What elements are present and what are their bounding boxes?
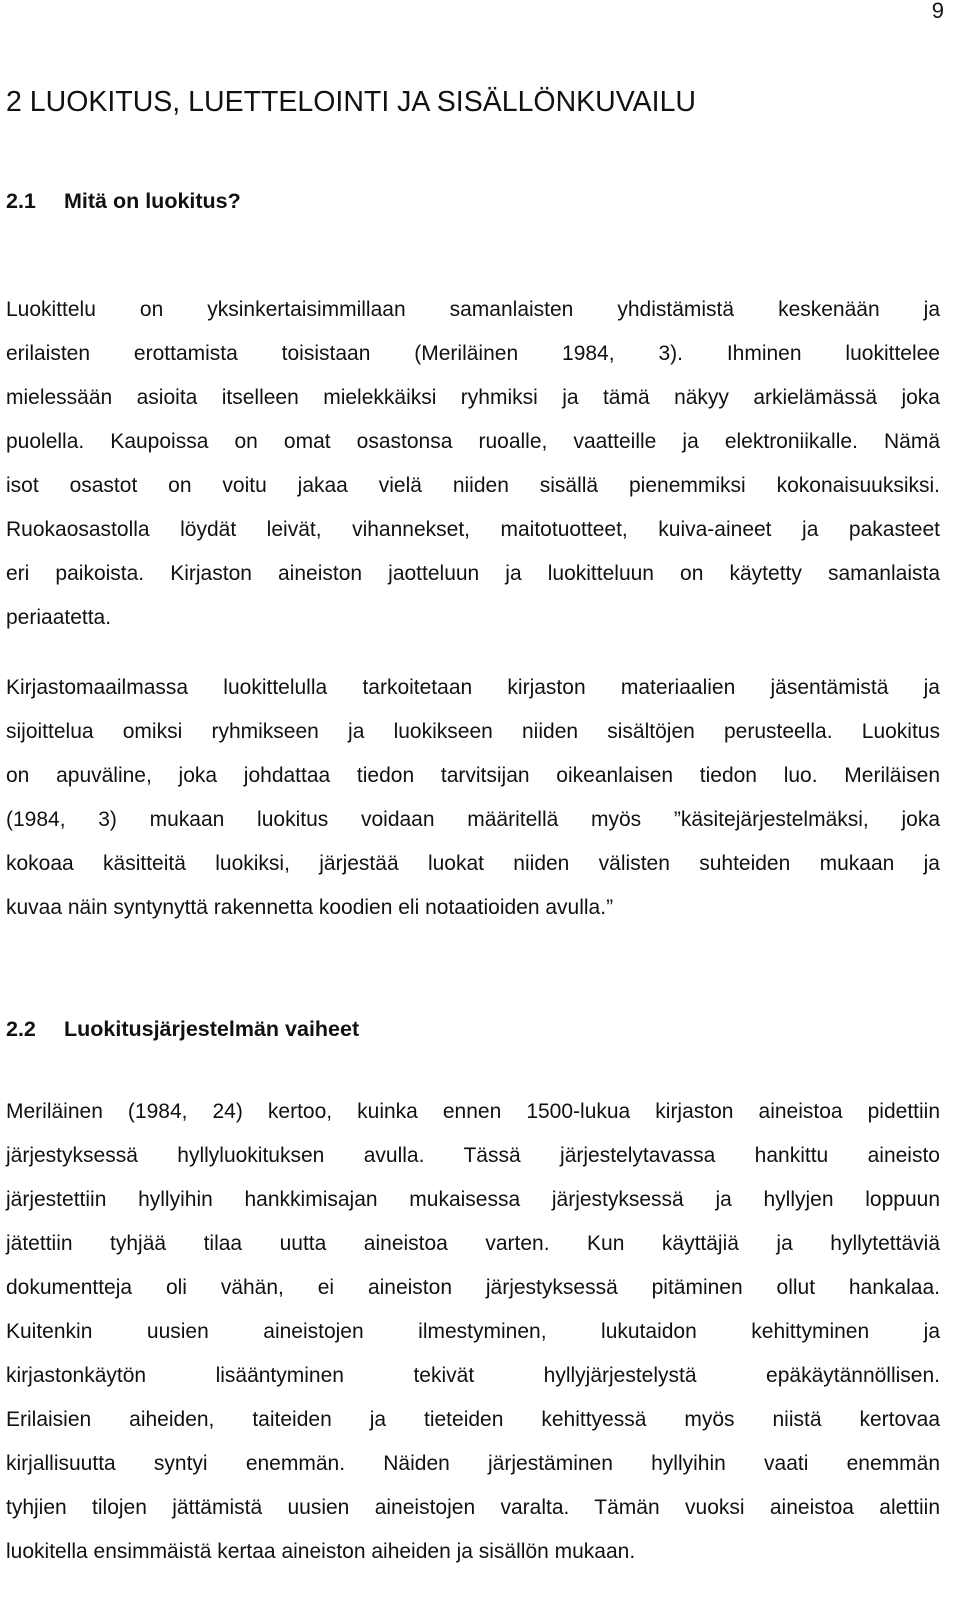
text-line: isot osastot on voitu jakaa vielä niiden sisällä pienemmiksi kokonaisuuksiksi. (6, 474, 940, 497)
paragraph-2-2-a (6, 1090, 940, 1574)
text-line: (1984, 3) mukaan luokitus voidaan määritellä myös ”käsitejärjestelmäksi, joka (6, 808, 940, 831)
text-line: mielessään asioita itselleen mielekkäiksi ryhmiksi ja tämä näkyy arkielämässä joka (6, 386, 940, 409)
text-line: järjestyksessä hyllyluokituksen avulla. Tässä järjestelytavassa hankittu aineisto (6, 1144, 940, 1167)
text-line: on apuväline, joka johdattaa tiedon tarvitsijan oikeanlaisen tiedon luo. Meriläisen (6, 764, 940, 787)
text-line: Meriläinen (1984, 24) kertoo, kuinka ennen 1500-lukua kirjaston aineistoa pidettiin (6, 1100, 940, 1123)
section-title: Mitä on luokitus? (64, 189, 241, 213)
text-line: kirjastonkäytön lisääntyminen tekivät hyllyjärjestelystä epäkäytännöllisen. (6, 1364, 940, 1387)
text-line: erilaisten erottamista toisistaan (Meriläinen 1984, 3). Ihminen luokittelee (6, 342, 940, 365)
text-line: Erilaisien aiheiden, taiteiden ja tieteiden kehittyessä myös niistä kertovaa (6, 1408, 940, 1431)
section-number: 2.2 (6, 1017, 36, 1041)
paragraph-2-1-a (6, 288, 940, 640)
text-line: Kirjastomaailmassa luokittelulla tarkoitetaan kirjaston materiaalien jäsentämistä ja (6, 676, 940, 699)
text-line: periaatetta. (6, 606, 112, 629)
paragraph-2-1-b (6, 666, 940, 930)
text-line: Ruokaosastolla löydät leivät, vihannekset, maitotuotteet, kuiva-aineet ja pakasteet (6, 518, 940, 541)
section-title: Luokitusjärjestelmän vaiheet (64, 1017, 360, 1041)
section-heading-2-2 (6, 1014, 359, 1044)
chapter-title: 2 LUOKITUS, LUETTELOINTI JA SISÄLLÖNKUVAILU (6, 86, 697, 118)
text-line: eri paikoista. Kirjaston aineiston jaotteluun ja luokitteluun on käytetty samanlaista (6, 562, 940, 585)
text-line: luokitella ensimmäistä kertaa aineiston aiheiden ja sisällön mukaan. (6, 1540, 636, 1563)
text-line: kokoaa käsitteitä luokiksi, järjestää luokat niiden välisten suhteiden mukaan ja (6, 852, 940, 875)
page-number: 9 (931, 0, 944, 23)
text-line: sijoittelua omiksi ryhmikseen ja luokikseen niiden sisältöjen perusteella. Luokitus (6, 720, 940, 743)
text-line: kuvaa näin syntynyttä rakennetta koodien eli notaatioiden avulla.” (6, 896, 614, 919)
section-heading-2-1 (6, 186, 241, 216)
text-line: kirjallisuutta syntyi enemmän. Näiden järjestäminen hyllyihin vaati enemmän (6, 1452, 940, 1475)
text-line: jätettiin tyhjää tilaa uutta aineistoa varten. Kun käyttäjiä ja hyllytettäviä (6, 1232, 940, 1255)
text-line: puolella. Kaupoissa on omat osastonsa ruoalle, vaatteille ja elektroniikalle. Nämä (6, 430, 940, 453)
text-line: järjestettiin hyllyihin hankkimisajan mukaisessa järjestyksessä ja hyllyjen loppuun (6, 1188, 940, 1211)
text-line: tyhjien tilojen jättämistä uusien aineistojen varalta. Tämän vuoksi aineistoa alettiin (6, 1496, 940, 1519)
section-number: 2.1 (6, 189, 36, 213)
text-line: Kuitenkin uusien aineistojen ilmestyminen, lukutaidon kehittyminen ja (6, 1320, 940, 1343)
text-line: Luokittelu on yksinkertaisimmillaan samanlaisten yhdistämistä keskenään ja (6, 298, 940, 321)
text-line: dokumentteja oli vähän, ei aineiston järjestyksessä pitäminen ollut hankalaa. (6, 1276, 940, 1299)
